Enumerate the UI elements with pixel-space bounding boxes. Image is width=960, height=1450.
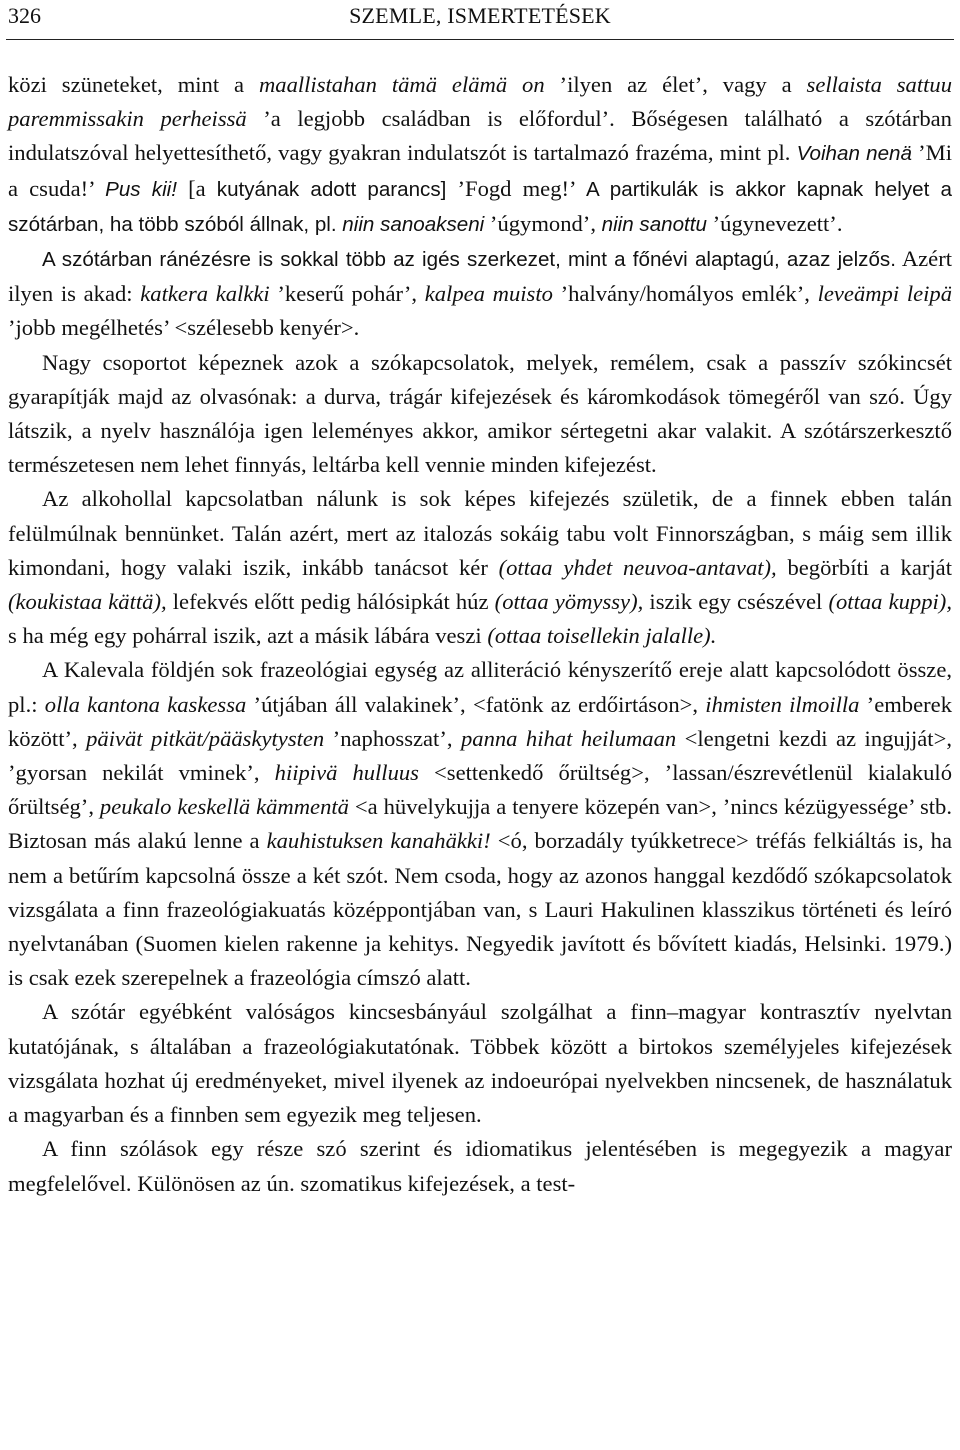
italic-term: (ottaa kuppi), <box>828 589 952 615</box>
text-run: ’úgynevezett’. <box>706 210 843 236</box>
paragraph <box>8 995 952 1132</box>
running-head: SZEMLE, ISMERTETÉSEK <box>349 3 611 28</box>
paragraph <box>8 1132 952 1200</box>
text-run: Az alkohollal kapcsolatban nálunk is sok képes kifejezés születik, de a finnek ebben talán felülmúlnak bennünket. Talán azért, mert az italozás sokáig tabu volt Finnországban, s máig sem illik kimondani, hogy valaki iszik, inkább tanácsot kér <box>8 486 952 580</box>
italic-term: päivät pitkät/pääskytysten <box>86 725 325 751</box>
paragraph <box>8 68 952 242</box>
italic-term: (ottaa yhdet neuvoa-antavat), <box>498 554 777 580</box>
italic-term: (koukistaa kättä), <box>8 589 167 615</box>
paragraph <box>8 482 952 653</box>
italic-term: hiipivä hulluus <box>274 760 419 786</box>
text-run: ’Mi a csuda!’ <box>8 140 952 201</box>
text-run: s ha még egy pohárral iszik, azt a másik lábára veszi <box>8 623 488 649</box>
italic-term: kalpea muisto <box>424 281 553 307</box>
text-run: <settenkedő őrültség>, ’lassan/észrevétlenül kialakuló őrültség’, <box>8 760 952 820</box>
italic-term: leveämpi leipä <box>817 281 953 307</box>
text-run: ’keserű pohár’, <box>269 281 425 307</box>
text-run: ’útjában áll valakinek’, <fatönk az erdőirtáson>, <box>246 691 706 717</box>
italic-term: kauhistuksen kanahäkki! <box>266 828 491 854</box>
text-run: A partikulák is akkor kapnak helyet a szótárban, ha több szóból állnak, pl. <box>8 177 952 236</box>
italic-term: niin sanoakseni <box>342 212 485 236</box>
text-run: begörbíti a karját <box>776 554 952 580</box>
italic-term: maallistahan tämä elämä on <box>258 72 545 97</box>
text-run: lefekvés előtt pedig hálósipkát húz <box>166 589 495 615</box>
italic-term: Voihan nenä <box>796 142 912 166</box>
paragraph <box>8 653 952 995</box>
italic-term: sellaista sattuu paremmissakin perheissä <box>8 72 952 132</box>
text-run: [a <box>176 175 217 201</box>
text-run: <ó, borzadály tyúkketrece> tréfás felkiáltás is, ha nem a betűrím kapcsolná össze a két szót. Nem csoda, hogy az azonos hanggal kezdődő szókapcsolatok vizsgálata a finn frazeológiakuatás középpontjában van, s Lauri Hakulinen klasszikus történeti és leíró nyelvtanában (Suomen kielen rakenne ja kehitys. Negyedik javított és bővített kiadás, Helsinki. 1979.) is csak ezek szerepelnek a frazeológia címszó alatt. <box>8 828 953 991</box>
italic-term: (ottaa yömyssy), <box>494 589 644 615</box>
italic-term: niin sanottu <box>601 212 707 236</box>
text-run: ’a legjobb családban is előfordul’. Bőségesen található a szótárban indulatszóval helyettesíthető, vagy gyakran indulatszót is tartalmazó frazéma, mint pl. <box>8 106 952 166</box>
text-run: Azért ilyen is akad: <box>8 246 953 307</box>
italic-term: ihmisten ilmoilla <box>705 691 860 717</box>
italic-term: katkera kalkki <box>140 281 270 307</box>
italic-term: (ottaa toisellekin jalalle). <box>487 623 717 649</box>
body-text <box>8 68 952 1201</box>
text-run: <a hüvelykujja a tenyere közepén van>, ’nincs kézügyessége’ stb. Biztosan más alakú lenne a <box>8 794 952 854</box>
text-run: Nagy csoportot képeznek azok a szókapcsolatok, melyek, remélem, csak a passzív szókincsét gyarapítják majd az olvasónak: a durva, trágár kifejezések és káromkodások tömegéről van szó. Úgy látszik, a nyelv használója igen leleményes akkor, amikor sértegetni akar valakit. A szótárszerkesztő természetesen nem lehet finnyás, leltárba kell vennie minden kifejezést. <box>8 349 952 478</box>
page-number: 326 <box>8 3 41 28</box>
text-run: ’halvány/homályos emlék’, <box>552 281 818 307</box>
text-run: A szótárban ránézésre is sokkal több az igés szerkezet, mint a főnévi alaptagú, azaz jelzős. <box>42 248 896 272</box>
paragraph <box>8 346 952 483</box>
italic-term: Pus kii! <box>105 177 177 201</box>
text-run: kutyának adott parancs] <box>216 177 447 201</box>
text-run: ’naphosszat’, <box>324 725 461 751</box>
text-run: <lengetni kezdi az ingujját>, ’gyorsan nekilát vminek’, <box>8 725 952 786</box>
paragraph <box>8 242 952 346</box>
header-rule <box>6 39 954 40</box>
italic-term: panna hihat heilumaan <box>460 725 677 751</box>
text-run: ’emberek között’, <box>8 691 952 751</box>
italic-term: peukalo keskellä kämmentä <box>99 794 349 820</box>
italic-term: olla kantona kaskessa <box>44 691 247 717</box>
text-run: A Kalevala földjén sok frazeológiai egység az alliteráció kényszerítő ereje alatt kapcsolódott össze, pl.: <box>8 657 952 717</box>
text-run: iszik egy csészével <box>643 589 829 615</box>
text-run: közi szüneteket, mint a <box>8 72 259 97</box>
text-run: ’ilyen az élet’, vagy a <box>544 72 807 97</box>
text-run: A finn szólások egy része szó szerint és idiomatikus jelentésében is megegyezik a magyar megfelelővel. Különösen az ún. szomatikus kifejezések, a test- <box>8 1136 952 1196</box>
text-run: ’Fogd meg!’ <box>446 175 586 201</box>
text-run: A szótár egyébként valóságos kincsesbányául szolgálhat a finn–magyar kontrasztív nyelvtan kutatójának, s általában a frazeológiakutatónak. Többek között a birtokos személyjeles kifejezések vizsgálata hozhat új eredményeket, mivel ilyenek az indoeurópai nyelvekben nincsenek, de használatuk a magyarban és a finnben sem egyezik meg teljesen. <box>8 999 952 1128</box>
page-header <box>6 0 954 36</box>
text-run: ’úgymond’, <box>484 210 602 236</box>
text-run: ’jobb megélhetés’ <szélesebb kenyér>. <box>8 315 360 341</box>
